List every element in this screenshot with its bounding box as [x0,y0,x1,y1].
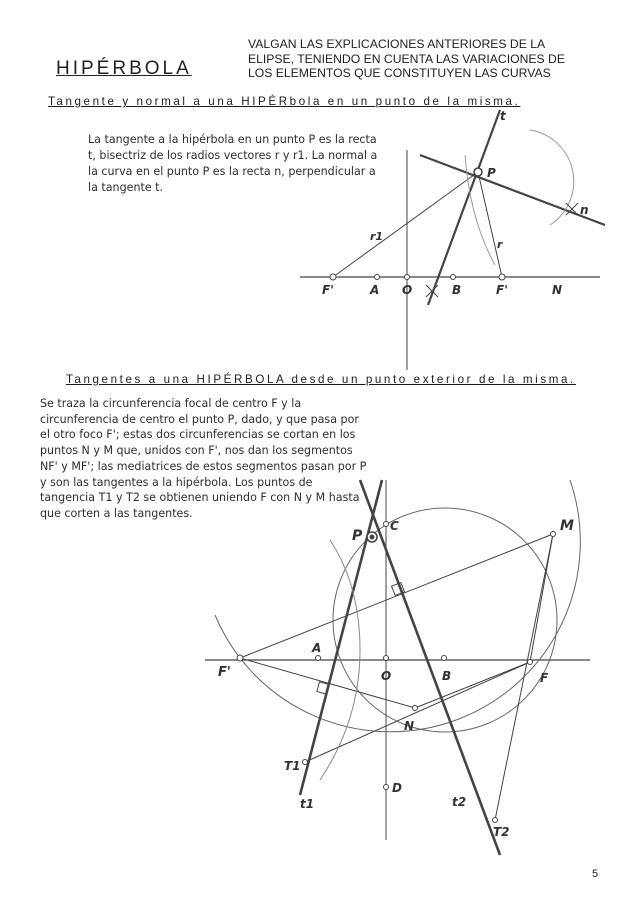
fig2-point-A [316,656,321,661]
fig2-label-F-prime: F' [218,665,231,680]
fig2-focal-circle-arc [215,480,580,732]
fig2-label-B: B [442,669,452,683]
fig2-label-N: N [404,719,415,733]
fig2-label-M: M [560,518,574,534]
section2-heading: Tangentes a una HIPÉRBOLA desde un punto exterior de la misma. [66,373,576,386]
fig2-point-P-center [370,535,374,539]
fig1-label-F-right: F' [496,283,508,297]
fig2-line-FN [415,662,530,708]
fig2-label-T2: T2 [493,825,510,839]
fig2-label-t2: t2 [452,795,467,809]
section1-text: La tangente a la hipérbola en un punto P es la recta t, bisectriz de los radios vectores r y r1. La normal a la curva en el punto P es la recta n, perpendicular a la tangente t. [88,133,378,194]
fig2-label-A: A [312,641,322,655]
fig1-label-F-prime: F' [322,283,334,297]
fig2-label-t1: t1 [300,797,315,811]
fig2-label-F: F [540,671,549,685]
fig2-point-N [413,706,418,711]
fig2-point-O [384,656,389,661]
fig2-label-O: O [381,669,392,683]
fig2-label-C: C [390,519,399,533]
page-title: HIPÉRBOLA [56,58,192,79]
fig2-point-F-prime [237,655,243,661]
section2-text: Se traza la circunferencia focal de centro F y la circunferencia de centro el punto P, dado, y que pasa por el otro foco F'; estas dos circunferencias se cortan en los puntos N y M que, unidos con F', nos dan los segmentos NF' y MF'; las mediatrices de estos segmentos pasan por P y son las tangentes a la hipérbola. Los puntos de tangencia T1 y T2 se obtienen uniendo F con N y M hasta que corten a las tangentes. [40,397,367,520]
fig2-point-F [528,660,533,665]
header-note: VALGAN LAS EXPLICACIONES ANTERIORES DE LA ELIPSE, TENIENDO EN CUENTA LAS VARIACIONES DE LOS ELEMENTOS QUE CONSTITUYEN LAS CURVAS [248,37,565,80]
fig2-point-M [551,532,556,537]
fig2-segment-NF-prime [240,658,415,708]
fig2-label-D: D [392,781,402,795]
fig2-point-B [442,656,447,661]
fig2-label-P: P [352,528,363,544]
section1-heading: Tangente y normal a una HIPÉRbola en un punto de la misma. [48,95,521,108]
fig1-label-O: O [402,283,413,297]
fig1-label-N: N [552,283,563,297]
fig2-point-T1 [303,760,308,765]
fig2-segment-MF-prime [240,534,553,658]
fig1-label-A: A [370,283,380,297]
page-number: 5 [592,868,599,880]
fig1-label-r1: r1 [370,230,384,243]
fig1-label-B: B [452,283,462,297]
fig1-label-r: r [497,238,503,251]
fig2-label-T1: T1 [284,759,301,773]
fig2-point-C [384,522,389,527]
fig2-point-D [384,785,389,790]
fig1-label-t: t [500,109,506,123]
fig1-label-P: P [487,166,496,180]
fig2-tangent-t1 [300,480,382,795]
fig2-tangent-t2 [360,480,500,855]
fig2-point-T2 [493,818,498,823]
fig1-label-n: n [580,203,589,217]
